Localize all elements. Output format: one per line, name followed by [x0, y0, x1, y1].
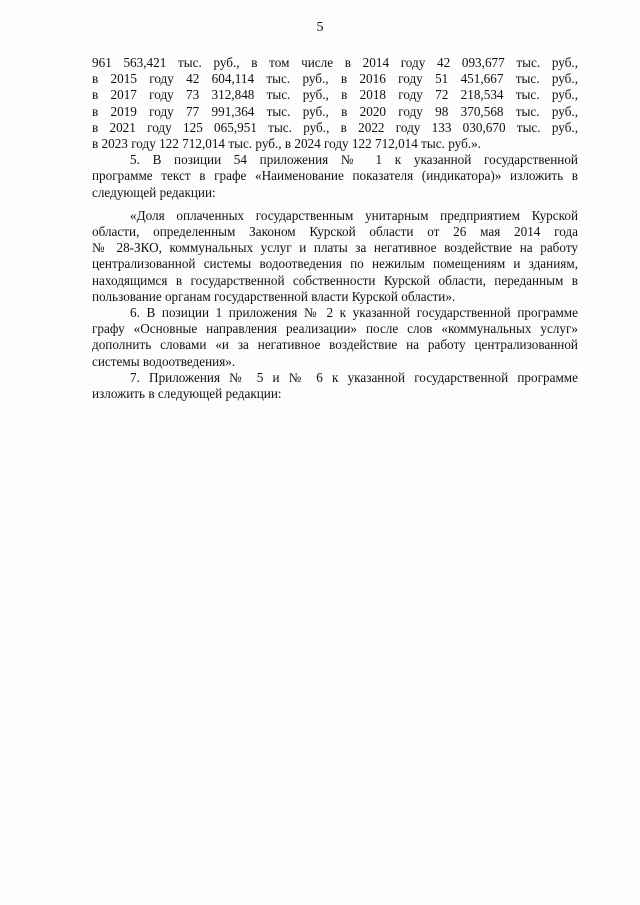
paragraph-gap — [92, 201, 578, 208]
text-line: в 2015 году 42 604,114 тыс. руб., в 2016 году 51 451,667 тыс. руб., — [92, 71, 578, 87]
text-line: 961 563,421 тыс. руб., в том числе в 2014 году 42 093,677 тыс. руб., — [92, 55, 578, 70]
text-line: 7. Приложения № 5 и № 6 к указанной государственной программе — [130, 369, 578, 385]
text-line: «Доля оплаченных государственным унитарным предприятием Курской — [130, 207, 578, 223]
text-line: изложить в следующей редакции: — [92, 386, 282, 402]
text-line: в 2017 году 73 312,848 тыс. руб., в 2018 году 72 218,534 тыс. руб., — [92, 87, 578, 103]
text-line: находящимся в государственной собственности Курской области, переданным в — [92, 272, 578, 288]
text-line: дополнить словами «и за негативное воздействие на работу централизованной — [92, 337, 578, 353]
text-line: программе текст в графе «Наименование показателя (индикатора)» изложить в — [92, 168, 578, 184]
page-number: 5 — [316, 20, 324, 35]
text-line: 5. В позиции 54 приложения № 1 к указанной государственной — [130, 152, 578, 168]
text-line: 6. В позиции 1 приложения № 2 к указанной государственной программе — [130, 305, 578, 321]
text-line: № 28-ЗКО, коммунальных услуг и платы за негативное воздействие на работу — [92, 240, 578, 256]
text-line: в 2023 году 122 712,014 тыс. руб., в 2024 году 122 712,014 тыс. руб.». — [92, 136, 481, 152]
text-line: в 2021 году 125 065,951 тыс. руб., в 2022 году 133 030,670 тыс. руб., — [92, 119, 578, 135]
text-line: системы водоотведения». — [92, 353, 236, 369]
text-line: области, определенным Законом Курской области от 26 мая 2014 года — [92, 224, 578, 240]
text-line: в 2019 году 77 991,364 тыс. руб., в 2020 году 98 370,568 тыс. руб., — [92, 103, 578, 119]
text-line: пользование органам государственной власти Курской области». — [92, 288, 456, 304]
text-line: графу «Основные направления реализации» после слов «коммунальных услуг» — [92, 321, 578, 337]
text-line: централизованной системы водоотведения по нежилым помещениям и зданиям, — [92, 256, 578, 272]
text-line: следующей редакции: — [92, 184, 216, 200]
document-body — [92, 55, 578, 402]
